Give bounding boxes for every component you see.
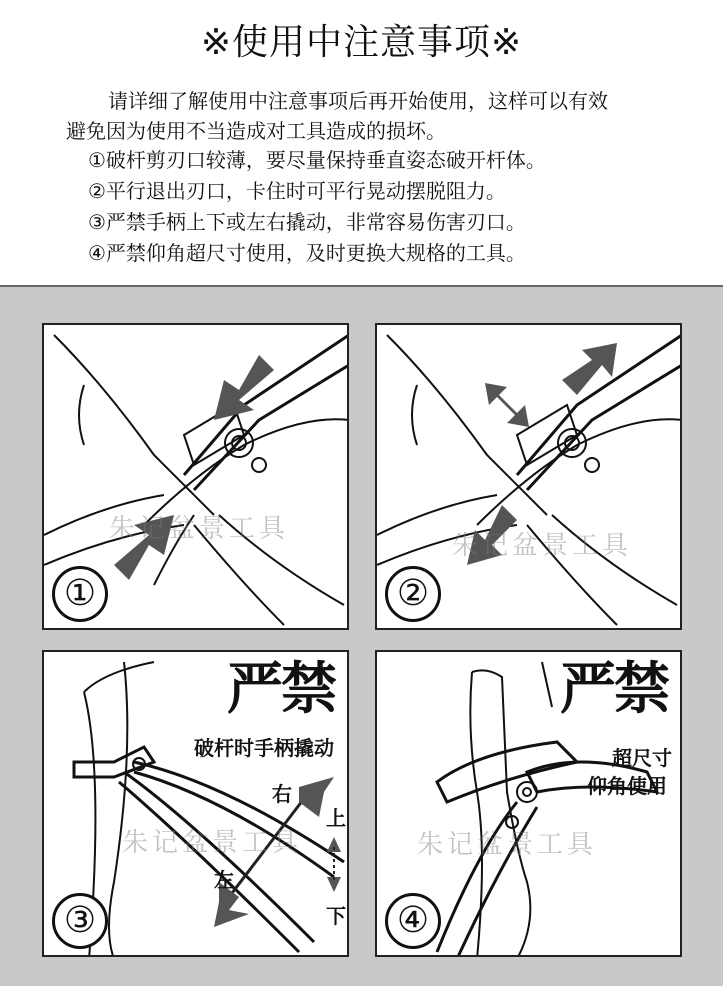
label-left: 左 xyxy=(214,868,234,892)
instructions-section xyxy=(0,0,723,285)
panel-4 xyxy=(375,650,682,957)
prohibited-subtitle-1: 超尺寸 xyxy=(612,746,672,770)
rule-item-3: ③严禁手柄上下或左右撬动，非常容易伤害刃口。 xyxy=(88,210,526,234)
rule-item-1: ①破杆剪刃口较薄，要尽量保持垂直姿态破开杆体。 xyxy=(88,148,546,172)
arrow-down-left-icon xyxy=(214,355,274,420)
watermark: 朱记盆景工具 xyxy=(122,828,303,858)
prohibited-subtitle: 破杆时手柄撬动 xyxy=(194,736,334,760)
rules-list xyxy=(88,145,708,269)
rule-item-4: ④严禁仰角超尺寸使用，及时更换大规格的工具。 xyxy=(88,241,526,265)
rule-item-2: ②平行退出刃口，卡住时可平行晃动摆脱阻力。 xyxy=(88,179,506,203)
label-down: 下 xyxy=(326,904,346,928)
prohibited-subtitle-2: 仰角使用 xyxy=(587,774,667,798)
label-right: 右 xyxy=(272,782,292,806)
prohibited-heading: 严禁 xyxy=(227,657,335,722)
intro-line-2: 避免因为使用不当造成对工具造成的损坏。 xyxy=(66,119,446,143)
step-number-4: ④ xyxy=(385,893,441,949)
step-number-2: ② xyxy=(385,566,441,622)
arrow-up-right-icon xyxy=(562,343,617,395)
watermark: 朱记盆景工具 xyxy=(417,830,598,860)
panel-2 xyxy=(375,323,682,630)
step-number-1: ① xyxy=(52,566,108,622)
watermark: 朱记盆景工具 xyxy=(452,531,633,561)
double-arrow-icon xyxy=(485,383,529,427)
intro-line-1: 请详细了解使用中注意事项后再开始使用，这样可以有效 xyxy=(108,89,608,113)
panel-1 xyxy=(42,323,349,630)
step-number-3: ③ xyxy=(52,893,108,949)
page-title: ※使用中注意事项※ xyxy=(200,22,523,63)
illustration-area xyxy=(0,285,723,986)
panel-3 xyxy=(42,650,349,957)
prohibited-heading: 严禁 xyxy=(560,657,668,722)
intro-text xyxy=(66,86,676,146)
watermark: 朱记盆景工具 xyxy=(109,514,290,544)
label-up: 上 xyxy=(326,806,346,830)
